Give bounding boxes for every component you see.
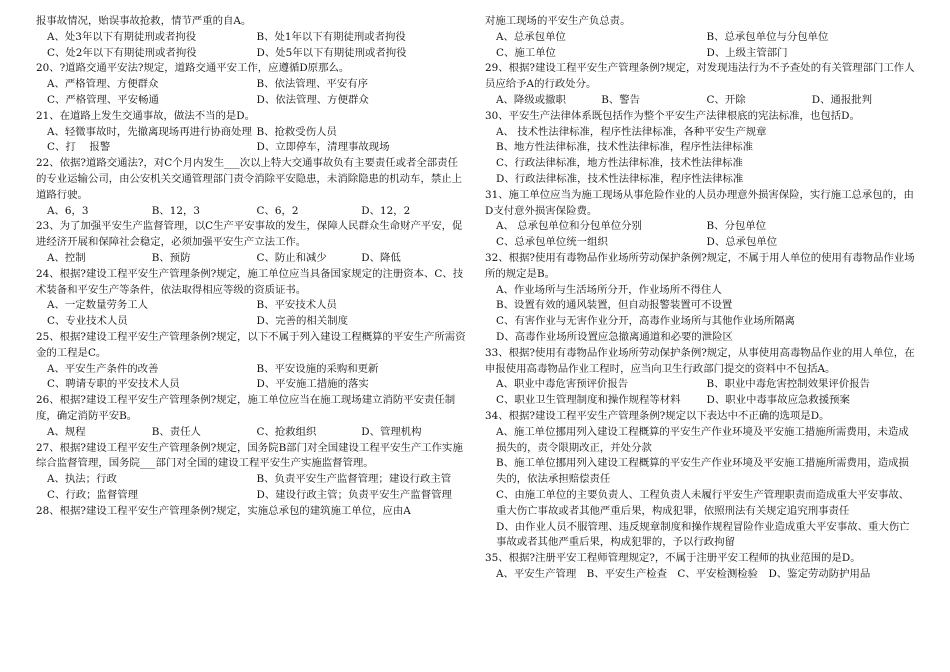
answer-options [36,30,466,62]
answer-options [485,219,917,251]
question-text: 32、根据?使用有毒物品作业场所劳动保护条例?规定，不属于用人单位的使用有毒物品作业场所的规定是B。 [485,251,915,280]
answer-options [36,77,466,109]
answer-option: C、有害作业与无害作业分开，高毒作业场所与其他作业场所隔离 [496,315,795,328]
answer-options [485,30,917,62]
answer-option: D、建设行政主管；负责平安生产监督管理 [256,488,452,501]
question-text: 26、根据?建设工程平安生产管理条例?规定，施工单位应当在施工现场建立消防平安责任制度，确定消防平安B。 [36,394,456,422]
answer-option: D、降低 [361,251,401,264]
answer-option: A、平安生产条件的改善 [47,362,159,375]
question-text: 24、根据?建设工程平安生产管理条例?规定，施工单位应当具备国家规定的注册资本、C、技术装备和平安生产等条件，依法取得相应等级的资质证书。 [36,267,464,296]
question-text: 31、施工单位应当为施工现场从事危险作业的人员办理意外损害保险，实行施工总承包的，由D支付意外损害保险费。 [485,188,914,217]
answer-option: C、处2年以下有期徒刑或者拘役 [47,46,197,59]
answer-option: C、由施工单位的主要负责人、工程负责人未履行平安生产管理职责而造成重大平安事故、重大伤亡事故或者其他严重后果，构成犯罪，依照刑法有关规定追究刑事责任 [496,488,910,517]
question-text: 30、平安生产法律体系既包括作为整个平安生产法律根底的宪法标准，也包括D。 [485,109,860,122]
answer-option: A、控制 [47,251,86,264]
answer-option: C、专业技术人员 [47,315,128,328]
answer-option: A、总承包单位 [496,30,566,43]
answer-option: A、职业中毒危害预评价报告 [496,378,629,391]
answer-option: A、规程 [47,425,86,438]
answer-option: C、聘请专职的平安技术人员 [47,378,180,391]
answer-option: B、负责平安生产监督管理；建设行政主管 [256,473,452,486]
answer-option: B、处1年以下有期徒刑或者拘役 [256,30,406,43]
answer-option: B、分包单位 [706,220,767,233]
question-text: 28、根据?建设工程平安生产管理条例?规定，实施总承包的建筑施工单位，应由A [36,504,411,517]
answer-option: A、一定数量劳务工人 [47,299,149,312]
question-text: 20、?道路交通平安法?规定，道路交通平安工作，应遵循D原那么。 [36,62,350,75]
question-text: 23、为了加强平安生产监督管理，以C生产平安事故的发生，保障人民群众生命财产平安，促进经济开展和保障社会稳定，必须加强平安生产立法工作。 [36,220,463,249]
answer-option: D、职业中毒事故应急救援预案 [706,394,850,407]
answer-option: B、平安设施的采购和更新 [256,362,379,375]
answer-option: D、行政法律标准，技术性法律标准，程序性法律标准 [496,172,744,185]
answer-option: A、6，3 [47,204,89,217]
answer-option: D、通报批判 [811,93,873,106]
question-text: 21、在道路上发生交通事故，做法不当的是D。 [36,109,255,122]
question-text: 35、根据?注册平安工程师管理规定?，不属于注册平安工程师的执业范围的是D。 [485,552,861,565]
answer-option: D、上级主管部门 [706,46,788,59]
answer-option: A、 技术性法律标准，程序性法律标准，各种平安生产规章 [496,125,767,138]
answer-option: A、平安生产管理 B、平安生产检查 C、平安检测检验 D、鉴定劳动防护用品 [496,567,871,580]
answer-option: C、防止和减少 [256,251,327,264]
question-text: 报事故情况，贻误事故抢救，情节严重的自A。 [36,15,252,27]
answer-option: D、高毒作业场所设置应急撤离通道和必要的泄险区 [496,330,733,343]
answer-option: C、行政法律标准，地方性法律标准，技术性法律标准 [496,157,743,170]
left-column [36,14,466,520]
question-text: 29、根据?建设工程平安生产管理条例?规定，对发现违法行为不予查处的有关管理部门工作人员应给予A的行政处分。 [485,62,915,91]
answer-option: A、 总承包单位和分包单位分别 [496,220,642,233]
answer-option: D、12，2 [361,204,411,217]
question-text: 27、根据?建设工程平安生产管理条例?规定，国务院B部门对全国建设工程平安生产工作实施综合监督管理，国务院___部门对全国的建设工程平安生产实施监督管理。 [36,441,463,470]
answer-option: B、总承包单位与分包单位 [706,30,829,43]
answer-option: A、施工单位挪用列入建设工程概算的平安生产作业环境及平安施工措施所需费用，未造成损失的，责令限期改正，并处分款 [496,425,909,454]
answer-option: B、责任人 [151,425,201,438]
answer-option: C、开除 [706,93,746,106]
answer-option: B、平安技术人员 [256,299,337,312]
answer-option: A、执法；行政 [47,473,117,486]
right-column [485,14,917,583]
answer-option: B、施工单位挪用列入建设工程概算的平安生产作业环境及平安施工措施所需费用，造成损失的，依法承担赔偿责任 [496,457,909,486]
answer-option: C、6，2 [256,204,299,217]
answer-options [36,362,466,394]
answer-option: D、处5年以下有期徒刑或者拘役 [256,46,407,59]
answer-option: B、职业中毒危害控制效果评价报告 [706,378,870,391]
answer-option: C、行政；监督管理 [47,488,139,501]
answer-option: C、总承包单位统一组织 [496,236,608,249]
answer-option: B、抢救受伤人员 [256,125,337,138]
answer-option: A、轻微事故时，先撤离现场再进行协商处理 [47,125,252,138]
answer-option: C、抢救组织 [256,425,317,438]
answer-option: A、作业场所与生活场所分开，作业场所不得住人 [496,283,722,296]
question-text: 34、根据?建设工程平安生产管理条例?规定以下表达中不正确的选项是D。 [485,409,830,422]
answer-options [36,472,466,504]
answer-option: B、警告 [601,93,641,106]
answer-options [36,125,466,157]
answer-option: C、严格管理、平安畅通 [47,93,159,106]
question-text: 25、根据?建设工程平安生产管理条例?规定，以下不属于列入建设工程概算的平安生产所需资金的工程是C。 [36,330,466,359]
answer-option: C、职业卫生管理制度和操作规程等材料 [496,394,681,407]
answer-option: D、管理机构 [361,425,422,438]
question-text: 22、依据?道路交通法?，对C个月内发生___次以上特大交通事故负有主要责任或者全部责任的专业运输公司，由公安机关交通管理部门责令消除平安隐患，未消除隐患的机动车，禁止上道路行驶。 [36,157,463,201]
answer-options [36,425,466,441]
answer-options [36,298,466,330]
answer-options [485,93,917,109]
question-text: 对施工现场的平安生产负总责。 [485,15,631,27]
answer-option: D、依法管理、方便群众 [256,93,369,106]
answer-option: C、施工单位 [496,46,556,59]
answer-option: B、12，3 [151,204,200,217]
answer-option: A、严格管理、方便群众 [47,78,159,91]
question-text: 33、根据?使用有毒物品作业场所劳动保护条例?规定，从事使用高毒物品作业的用人单位，在申报使用高毒物品作业工程时，应当向卫生行政部门提交的资料中不包括A。 [485,346,915,375]
answer-option: D、总承包单位 [706,236,778,249]
answer-option: A、处3年以下有期徒刑或者拘役 [47,30,197,43]
answer-option: B、预防 [151,251,191,264]
answer-option: B、设置有效的通风装置，但自动报警装置可不设置 [496,299,733,312]
answer-options [485,377,917,409]
answer-option: D、平安施工措施的落实 [256,378,369,391]
answer-option: B、依法管理、平安有序 [256,78,369,91]
answer-option: D、完善的相关制度 [256,315,348,328]
answer-options [36,204,466,220]
answer-option: D、立即停车，清理事故现场 [256,141,390,154]
answer-option: C、打 报警 [47,141,111,154]
answer-options [36,251,466,267]
answer-option: A、降级或撤职 [496,93,566,106]
answer-option: B、地方性法律标准，技术性法律标准，程序性法律标准 [496,141,754,154]
answer-option: D、由作业人员不服管理、违反规章制度和操作规程冒险作业造成重大平安事故、重大伤亡事故或者其他严重后果，构成犯罪的，予以行政拘留 [496,520,910,549]
